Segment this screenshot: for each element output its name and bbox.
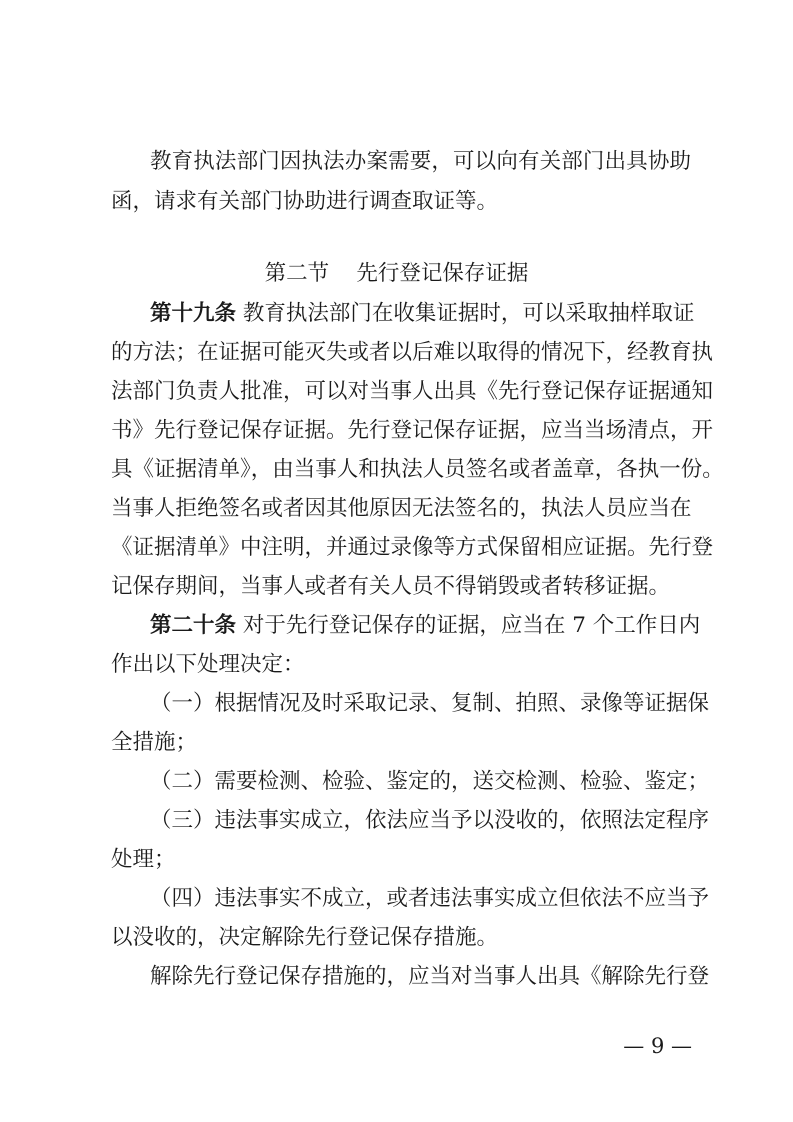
item-1-line-1: （一）根据情况及时采取记录、复制、拍照、录像等证据保 xyxy=(150,691,710,716)
section-title: 第二节 先行登记保存证据 xyxy=(264,261,529,286)
para1-line-1: 教育执法部门因执法办案需要，可以向有关部门出具协助 xyxy=(150,149,691,174)
item-4-line-1: （四）违法事实不成立，或者违法事实成立但依法不应当予 xyxy=(150,886,710,911)
article-20-line-1 xyxy=(150,612,701,640)
page-number: — 9 — xyxy=(623,1034,692,1058)
item-3-line-2: 处理； xyxy=(111,847,176,872)
item-3-line-1: （三）违法事实成立，依法应当予以没收的，依照法定程序 xyxy=(150,808,710,833)
article-19-text-1: 教育执法部门在收集证据时，可以采取抽样取证 xyxy=(242,301,695,326)
para1-line-2: 函，请求有关部门协助进行调查取证等。 xyxy=(111,189,499,214)
closing-line-1: 解除先行登记保存措施的，应当对当事人出具《解除先行登 xyxy=(150,964,710,989)
article-20-text-1: 对于先行登记保存的证据，应当在 7 个工作日内 xyxy=(242,613,701,638)
article-19-line-2: 的方法；在证据可能灭失或者以后难以取得的情况下，经教育执 xyxy=(111,340,714,365)
article-20-line-2: 作出以下处理决定： xyxy=(111,652,305,677)
article-19-line-3: 法部门负责人批准，可以对当事人出具《先行登记保存证据通知 xyxy=(111,379,714,404)
article-19-line-1 xyxy=(150,300,695,328)
item-2-line-1: （二）需要检测、检验、鉴定的，送交检测、检验、鉴定； xyxy=(150,769,710,794)
article-19-line-7: 《证据清单》中注明，并通过录像等方式保留相应证据。先行登 xyxy=(111,535,714,560)
article-19-line-8: 记保存期间，当事人或者有关人员不得销毁或者转移证据。 xyxy=(111,574,671,599)
article-19-line-4: 书》先行登记保存证据。先行登记保存证据，应当当场清点，开 xyxy=(111,418,714,443)
item-1-line-2: 全措施； xyxy=(111,730,198,755)
article-20-label: 第二十条 xyxy=(150,613,237,638)
article-19-line-6: 当事人拒绝签名或者因其他原因无法签名的，执法人员应当在 xyxy=(111,496,692,521)
item-4-line-2: 以没收的，决定解除先行登记保存措施。 xyxy=(111,925,499,950)
article-19-line-5: 具《证据清单》，由当事人和执法人员签名或者盖章，各执一份。 xyxy=(111,457,724,482)
article-19-label: 第十九条 xyxy=(150,301,237,326)
